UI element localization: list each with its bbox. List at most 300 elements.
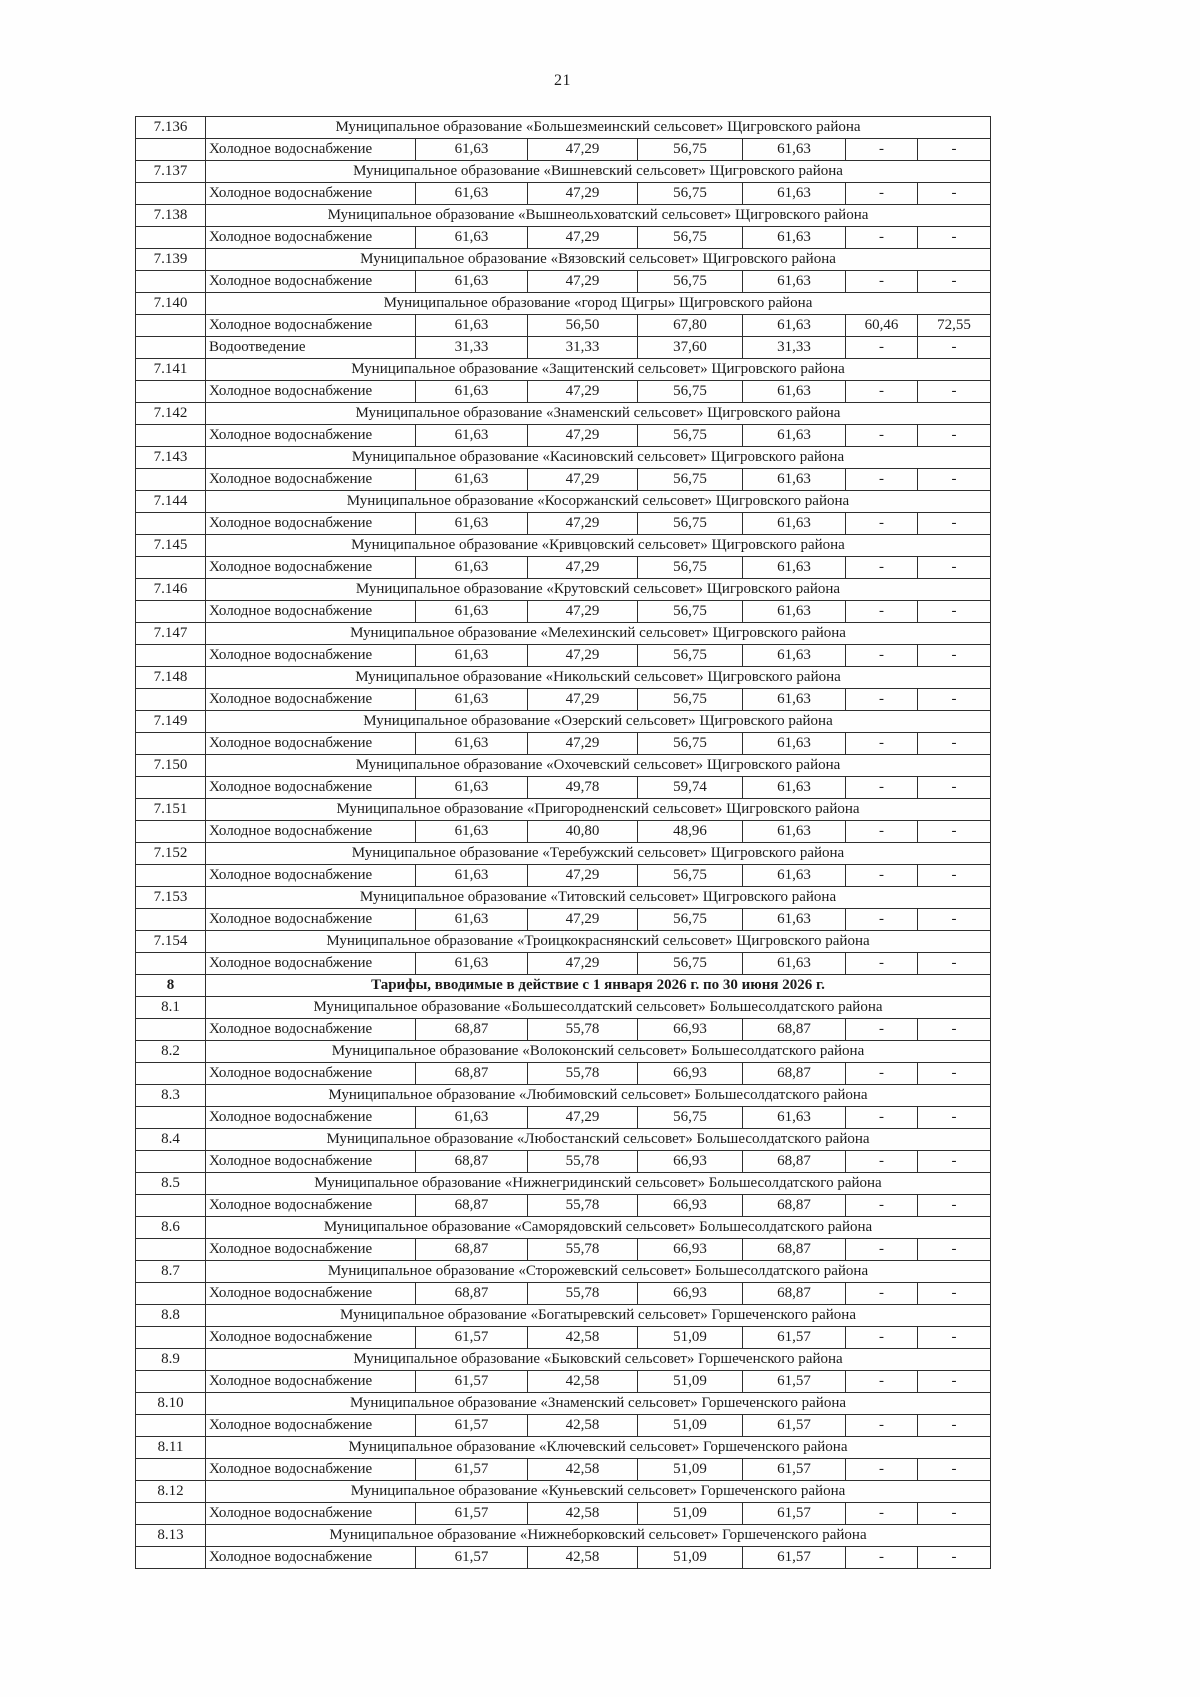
section-number: 8.3 xyxy=(136,1085,206,1107)
service-row xyxy=(136,733,991,755)
service-name: Холодное водоснабжение xyxy=(206,601,416,623)
tariff-value: - xyxy=(918,1239,991,1261)
tariff-value: 61,63 xyxy=(416,645,528,667)
tariff-value: 68,87 xyxy=(743,1239,846,1261)
service-name: Холодное водоснабжение xyxy=(206,777,416,799)
section-title-row xyxy=(136,1305,991,1327)
tariff-value: 51,09 xyxy=(638,1327,743,1349)
section-number: 8.2 xyxy=(136,1041,206,1063)
tariff-value: 56,75 xyxy=(638,139,743,161)
tariff-value: 67,80 xyxy=(638,315,743,337)
tariff-value: 61,57 xyxy=(743,1459,846,1481)
tariff-table-body xyxy=(136,117,991,1569)
service-name: Холодное водоснабжение xyxy=(206,1063,416,1085)
tariff-value: 61,63 xyxy=(416,425,528,447)
tariff-value: 47,29 xyxy=(528,909,638,931)
service-row xyxy=(136,227,991,249)
section-title-row xyxy=(136,755,991,777)
empty-cell xyxy=(136,1195,206,1217)
tariff-value: 61,63 xyxy=(416,183,528,205)
service-name: Холодное водоснабжение xyxy=(206,953,416,975)
service-row xyxy=(136,689,991,711)
tariff-value: - xyxy=(918,1107,991,1129)
service-row xyxy=(136,645,991,667)
tariff-value: - xyxy=(846,645,918,667)
tariff-value: - xyxy=(846,1151,918,1173)
service-row xyxy=(136,865,991,887)
section-title-row xyxy=(136,1349,991,1371)
tariff-value: 66,93 xyxy=(638,1151,743,1173)
section-number: 7.154 xyxy=(136,931,206,953)
tariff-value: 61,63 xyxy=(743,469,846,491)
tariff-value: 61,57 xyxy=(416,1503,528,1525)
tariff-value: - xyxy=(846,1327,918,1349)
tariff-value: - xyxy=(918,1547,991,1569)
tariff-value: 68,87 xyxy=(743,1195,846,1217)
empty-cell xyxy=(136,469,206,491)
tariff-value: - xyxy=(846,1283,918,1305)
section-title-row xyxy=(136,1173,991,1195)
tariff-value: 61,63 xyxy=(416,777,528,799)
empty-cell xyxy=(136,1063,206,1085)
tariff-value: 68,87 xyxy=(416,1019,528,1041)
tariff-value: 61,63 xyxy=(743,315,846,337)
service-row xyxy=(136,271,991,293)
tariff-value: 56,75 xyxy=(638,227,743,249)
section-title-row xyxy=(136,887,991,909)
tariff-value: 56,75 xyxy=(638,1107,743,1129)
empty-cell xyxy=(136,601,206,623)
section-title-row xyxy=(136,1261,991,1283)
tariff-value: 55,78 xyxy=(528,1283,638,1305)
section-title-row xyxy=(136,447,991,469)
period-heading: Тарифы, вводимые в действие с 1 января 2026 г. по 30 июня 2026 г. xyxy=(206,975,991,997)
tariff-value: - xyxy=(918,469,991,491)
section-title-row xyxy=(136,579,991,601)
municipality-title: Муниципальное образование «Теребужский сельсовет» Щигровского района xyxy=(206,843,991,865)
tariff-value: - xyxy=(846,777,918,799)
service-row xyxy=(136,821,991,843)
tariff-value: 51,09 xyxy=(638,1547,743,1569)
service-row xyxy=(136,1371,991,1393)
empty-cell xyxy=(136,1239,206,1261)
tariff-value: 56,75 xyxy=(638,645,743,667)
service-name: Холодное водоснабжение xyxy=(206,1019,416,1041)
tariff-value: - xyxy=(918,381,991,403)
service-row xyxy=(136,1151,991,1173)
section-number: 7.153 xyxy=(136,887,206,909)
tariff-value: 37,60 xyxy=(638,337,743,359)
section-number: 8.9 xyxy=(136,1349,206,1371)
municipality-title: Муниципальное образование «Быковский сельсовет» Горшеченского района xyxy=(206,1349,991,1371)
service-name: Холодное водоснабжение xyxy=(206,1107,416,1129)
tariff-value: 56,75 xyxy=(638,557,743,579)
service-name: Холодное водоснабжение xyxy=(206,1415,416,1437)
service-name: Холодное водоснабжение xyxy=(206,1195,416,1217)
tariff-value: - xyxy=(846,469,918,491)
tariff-value: 61,63 xyxy=(743,557,846,579)
empty-cell xyxy=(136,1019,206,1041)
municipality-title: Муниципальное образование «Куньевский сельсовет» Горшеченского района xyxy=(206,1481,991,1503)
tariff-value: - xyxy=(846,425,918,447)
tariff-value: - xyxy=(918,183,991,205)
service-row xyxy=(136,1459,991,1481)
tariff-value: - xyxy=(846,381,918,403)
tariff-value: 47,29 xyxy=(528,733,638,755)
service-row xyxy=(136,183,991,205)
tariff-value: - xyxy=(846,821,918,843)
tariff-value: 66,93 xyxy=(638,1283,743,1305)
section-number: 7.149 xyxy=(136,711,206,733)
tariff-value: 61,57 xyxy=(743,1327,846,1349)
tariff-value: 31,33 xyxy=(528,337,638,359)
tariff-value: - xyxy=(846,1503,918,1525)
empty-cell xyxy=(136,1459,206,1481)
tariff-value: - xyxy=(918,1371,991,1393)
tariff-value: 42,58 xyxy=(528,1503,638,1525)
section-title-row xyxy=(136,843,991,865)
service-name: Холодное водоснабжение xyxy=(206,469,416,491)
tariff-value: 68,87 xyxy=(743,1063,846,1085)
municipality-title: Муниципальное образование «Волоконский сельсовет» Большесолдатского района xyxy=(206,1041,991,1063)
tariff-value: 68,87 xyxy=(416,1283,528,1305)
tariff-value: 61,63 xyxy=(743,271,846,293)
tariff-value: 61,63 xyxy=(416,909,528,931)
tariff-value: 47,29 xyxy=(528,865,638,887)
empty-cell xyxy=(136,733,206,755)
tariff-value: - xyxy=(846,1063,918,1085)
service-name: Холодное водоснабжение xyxy=(206,1459,416,1481)
tariff-value: - xyxy=(846,1371,918,1393)
municipality-title: Муниципальное образование «город Щигры» Щигровского района xyxy=(206,293,991,315)
tariff-value: - xyxy=(846,1107,918,1129)
tariff-value: 42,58 xyxy=(528,1547,638,1569)
tariff-value: 61,63 xyxy=(743,733,846,755)
tariff-value: - xyxy=(918,1415,991,1437)
tariff-value: 56,75 xyxy=(638,909,743,931)
section-number: 7.152 xyxy=(136,843,206,865)
tariff-value: 68,87 xyxy=(743,1283,846,1305)
section-title-row xyxy=(136,1041,991,1063)
tariff-value: 47,29 xyxy=(528,645,638,667)
section-number: 7.136 xyxy=(136,117,206,139)
tariff-value: 61,57 xyxy=(416,1371,528,1393)
service-row xyxy=(136,777,991,799)
service-name: Холодное водоснабжение xyxy=(206,139,416,161)
tariff-value: 66,93 xyxy=(638,1239,743,1261)
tariff-value: - xyxy=(918,557,991,579)
service-row xyxy=(136,1283,991,1305)
service-row xyxy=(136,1503,991,1525)
tariff-value: 49,78 xyxy=(528,777,638,799)
empty-cell xyxy=(136,1107,206,1129)
tariff-value: - xyxy=(918,909,991,931)
tariff-value: - xyxy=(846,689,918,711)
section-number: 7.146 xyxy=(136,579,206,601)
empty-cell xyxy=(136,139,206,161)
tariff-value: 72,55 xyxy=(918,315,991,337)
section-title-row xyxy=(136,799,991,821)
service-row xyxy=(136,1415,991,1437)
service-name: Холодное водоснабжение xyxy=(206,425,416,447)
municipality-title: Муниципальное образование «Богатыревский сельсовет» Горшеченского района xyxy=(206,1305,991,1327)
tariff-value: 61,57 xyxy=(416,1327,528,1349)
tariff-value: - xyxy=(846,1415,918,1437)
tariff-value: 51,09 xyxy=(638,1371,743,1393)
tariff-value: - xyxy=(918,645,991,667)
tariff-value: 61,57 xyxy=(743,1415,846,1437)
section-title-row xyxy=(136,535,991,557)
municipality-title: Муниципальное образование «Любостанский сельсовет» Большесолдатского района xyxy=(206,1129,991,1151)
service-name: Холодное водоснабжение xyxy=(206,1371,416,1393)
tariff-value: 47,29 xyxy=(528,271,638,293)
empty-cell xyxy=(136,337,206,359)
service-name: Холодное водоснабжение xyxy=(206,557,416,579)
tariff-value: - xyxy=(846,557,918,579)
service-name: Холодное водоснабжение xyxy=(206,315,416,337)
service-name: Холодное водоснабжение xyxy=(206,271,416,293)
tariff-value: - xyxy=(918,1019,991,1041)
tariff-value: 61,63 xyxy=(743,645,846,667)
municipality-title: Муниципальное образование «Пригородненский сельсовет» Щигровского района xyxy=(206,799,991,821)
empty-cell xyxy=(136,909,206,931)
service-row xyxy=(136,601,991,623)
section-number: 8.8 xyxy=(136,1305,206,1327)
municipality-title: Муниципальное образование «Титовский сельсовет» Щигровского района xyxy=(206,887,991,909)
service-name: Холодное водоснабжение xyxy=(206,1503,416,1525)
tariff-value: 42,58 xyxy=(528,1459,638,1481)
tariff-value: 56,75 xyxy=(638,271,743,293)
tariff-value: 61,63 xyxy=(743,183,846,205)
municipality-title: Муниципальное образование «Озерский сельсовет» Щигровского района xyxy=(206,711,991,733)
tariff-value: 55,78 xyxy=(528,1151,638,1173)
section-title-row xyxy=(136,1393,991,1415)
tariff-value: 61,57 xyxy=(743,1547,846,1569)
tariff-value: 61,57 xyxy=(416,1415,528,1437)
tariff-value: 61,63 xyxy=(416,271,528,293)
tariff-value: 47,29 xyxy=(528,425,638,447)
empty-cell xyxy=(136,381,206,403)
section-number: 7.141 xyxy=(136,359,206,381)
empty-cell xyxy=(136,1371,206,1393)
service-name: Холодное водоснабжение xyxy=(206,689,416,711)
section-number: 7.139 xyxy=(136,249,206,271)
section-title-row xyxy=(136,117,991,139)
tariff-value: 56,50 xyxy=(528,315,638,337)
tariff-value: 61,63 xyxy=(743,425,846,447)
tariff-value: 61,63 xyxy=(416,315,528,337)
tariff-value: - xyxy=(846,953,918,975)
tariff-value: 47,29 xyxy=(528,227,638,249)
tariff-value: - xyxy=(846,1019,918,1041)
tariff-value: 56,75 xyxy=(638,381,743,403)
section-title-row xyxy=(136,1481,991,1503)
tariff-value: - xyxy=(846,1239,918,1261)
service-name: Холодное водоснабжение xyxy=(206,1547,416,1569)
municipality-title: Муниципальное образование «Нижнеборковский сельсовет» Горшеченского района xyxy=(206,1525,991,1547)
service-row xyxy=(136,1195,991,1217)
tariff-value: - xyxy=(918,513,991,535)
tariff-value: - xyxy=(918,733,991,755)
municipality-title: Муниципальное образование «Ключевский сельсовет» Горшеченского района xyxy=(206,1437,991,1459)
section-number: 7.138 xyxy=(136,205,206,227)
section-number: 7.150 xyxy=(136,755,206,777)
municipality-title: Муниципальное образование «Любимовский сельсовет» Большесолдатского района xyxy=(206,1085,991,1107)
empty-cell xyxy=(136,1503,206,1525)
tariff-value: 66,93 xyxy=(638,1063,743,1085)
service-name: Холодное водоснабжение xyxy=(206,1151,416,1173)
tariff-value: - xyxy=(846,1459,918,1481)
tariff-value: 42,58 xyxy=(528,1327,638,1349)
service-row xyxy=(136,425,991,447)
tariff-value: 47,29 xyxy=(528,139,638,161)
section-title-row xyxy=(136,293,991,315)
tariff-value: - xyxy=(918,425,991,447)
tariff-value: - xyxy=(846,1547,918,1569)
municipality-title: Муниципальное образование «Защитенский сельсовет» Щигровского района xyxy=(206,359,991,381)
service-row xyxy=(136,1327,991,1349)
tariff-value: 56,75 xyxy=(638,183,743,205)
tariff-value: 55,78 xyxy=(528,1063,638,1085)
tariff-value: 51,09 xyxy=(638,1459,743,1481)
service-row xyxy=(136,139,991,161)
empty-cell xyxy=(136,645,206,667)
tariff-value: 61,57 xyxy=(743,1503,846,1525)
municipality-title: Муниципальное образование «Вышнеольховатский сельсовет» Щигровского района xyxy=(206,205,991,227)
service-row xyxy=(136,909,991,931)
tariff-value: - xyxy=(918,1063,991,1085)
tariff-value: 55,78 xyxy=(528,1019,638,1041)
tariff-value: 61,63 xyxy=(416,733,528,755)
tariff-value: 47,29 xyxy=(528,513,638,535)
section-title-row xyxy=(136,1217,991,1239)
tariff-value: 56,75 xyxy=(638,865,743,887)
section-number: 8 xyxy=(136,975,206,997)
service-name: Холодное водоснабжение xyxy=(206,865,416,887)
empty-cell xyxy=(136,1151,206,1173)
tariff-value: 61,63 xyxy=(416,469,528,491)
service-name: Холодное водоснабжение xyxy=(206,821,416,843)
service-row xyxy=(136,1019,991,1041)
empty-cell xyxy=(136,557,206,579)
tariff-value: 61,63 xyxy=(743,601,846,623)
section-number: 7.140 xyxy=(136,293,206,315)
section-title-row xyxy=(136,1437,991,1459)
tariff-value: - xyxy=(918,1151,991,1173)
tariff-value: 51,09 xyxy=(638,1415,743,1437)
section-number: 7.143 xyxy=(136,447,206,469)
section-number: 8.13 xyxy=(136,1525,206,1547)
tariff-value: 61,57 xyxy=(416,1547,528,1569)
empty-cell xyxy=(136,425,206,447)
empty-cell xyxy=(136,1415,206,1437)
tariff-value: 61,63 xyxy=(416,557,528,579)
tariff-value: - xyxy=(918,337,991,359)
service-row xyxy=(136,953,991,975)
tariff-value: 61,63 xyxy=(743,777,846,799)
municipality-title: Муниципальное образование «Косоржанский сельсовет» Щигровского района xyxy=(206,491,991,513)
tariff-value: 61,63 xyxy=(416,139,528,161)
tariff-value: 61,63 xyxy=(416,601,528,623)
tariff-value: 61,63 xyxy=(416,381,528,403)
tariff-value: 61,63 xyxy=(416,953,528,975)
municipality-title: Муниципальное образование «Троицкокраснянский сельсовет» Щигровского района xyxy=(206,931,991,953)
tariff-value: 56,75 xyxy=(638,469,743,491)
section-title-row xyxy=(136,1085,991,1107)
empty-cell xyxy=(136,1327,206,1349)
municipality-title: Муниципальное образование «Вишневский сельсовет» Щигровского района xyxy=(206,161,991,183)
tariff-value: 61,63 xyxy=(416,865,528,887)
tariff-value: 56,75 xyxy=(638,513,743,535)
tariff-value: 61,63 xyxy=(416,689,528,711)
tariff-value: 66,93 xyxy=(638,1195,743,1217)
service-row xyxy=(136,381,991,403)
empty-cell xyxy=(136,271,206,293)
service-name: Водоотведение xyxy=(206,337,416,359)
municipality-title: Муниципальное образование «Нижнегридинский сельсовет» Большесолдатского района xyxy=(206,1173,991,1195)
tariff-value: - xyxy=(846,1195,918,1217)
tariff-value: 55,78 xyxy=(528,1195,638,1217)
service-row xyxy=(136,513,991,535)
service-row xyxy=(136,469,991,491)
tariff-value: 61,63 xyxy=(743,909,846,931)
municipality-title: Муниципальное образование «Знаменский сельсовет» Щигровского района xyxy=(206,403,991,425)
section-number: 7.142 xyxy=(136,403,206,425)
section-title-row xyxy=(136,623,991,645)
service-row xyxy=(136,1063,991,1085)
empty-cell xyxy=(136,953,206,975)
service-name: Холодное водоснабжение xyxy=(206,1239,416,1261)
section-number: 8.11 xyxy=(136,1437,206,1459)
empty-cell xyxy=(136,821,206,843)
tariff-value: 61,57 xyxy=(743,1371,846,1393)
section-number: 8.6 xyxy=(136,1217,206,1239)
tariff-value: 61,63 xyxy=(743,689,846,711)
tariff-value: 60,46 xyxy=(846,315,918,337)
tariff-value: - xyxy=(846,513,918,535)
service-row xyxy=(136,1107,991,1129)
municipality-title: Муниципальное образование «Никольский сельсовет» Щигровского района xyxy=(206,667,991,689)
service-row xyxy=(136,315,991,337)
tariff-value: 68,87 xyxy=(416,1151,528,1173)
empty-cell xyxy=(136,183,206,205)
tariff-table xyxy=(135,116,991,1569)
tariff-value: 47,29 xyxy=(528,953,638,975)
tariff-value: 61,63 xyxy=(743,227,846,249)
service-name: Холодное водоснабжение xyxy=(206,733,416,755)
section-number: 7.145 xyxy=(136,535,206,557)
section-number: 8.12 xyxy=(136,1481,206,1503)
service-name: Холодное водоснабжение xyxy=(206,513,416,535)
tariff-value: - xyxy=(918,689,991,711)
service-row xyxy=(136,557,991,579)
empty-cell xyxy=(136,777,206,799)
section-title-row xyxy=(136,931,991,953)
period-heading-row xyxy=(136,975,991,997)
tariff-value: - xyxy=(846,227,918,249)
section-number: 8.7 xyxy=(136,1261,206,1283)
tariff-value: 61,63 xyxy=(743,381,846,403)
tariff-value: 47,29 xyxy=(528,689,638,711)
section-title-row xyxy=(136,667,991,689)
municipality-title: Муниципальное образование «Вязовский сельсовет» Щигровского района xyxy=(206,249,991,271)
tariff-value: - xyxy=(846,601,918,623)
tariff-value: - xyxy=(918,139,991,161)
tariff-value: - xyxy=(918,601,991,623)
page-number: 21 xyxy=(554,72,571,89)
tariff-value: 66,93 xyxy=(638,1019,743,1041)
tariff-value: 56,75 xyxy=(638,601,743,623)
